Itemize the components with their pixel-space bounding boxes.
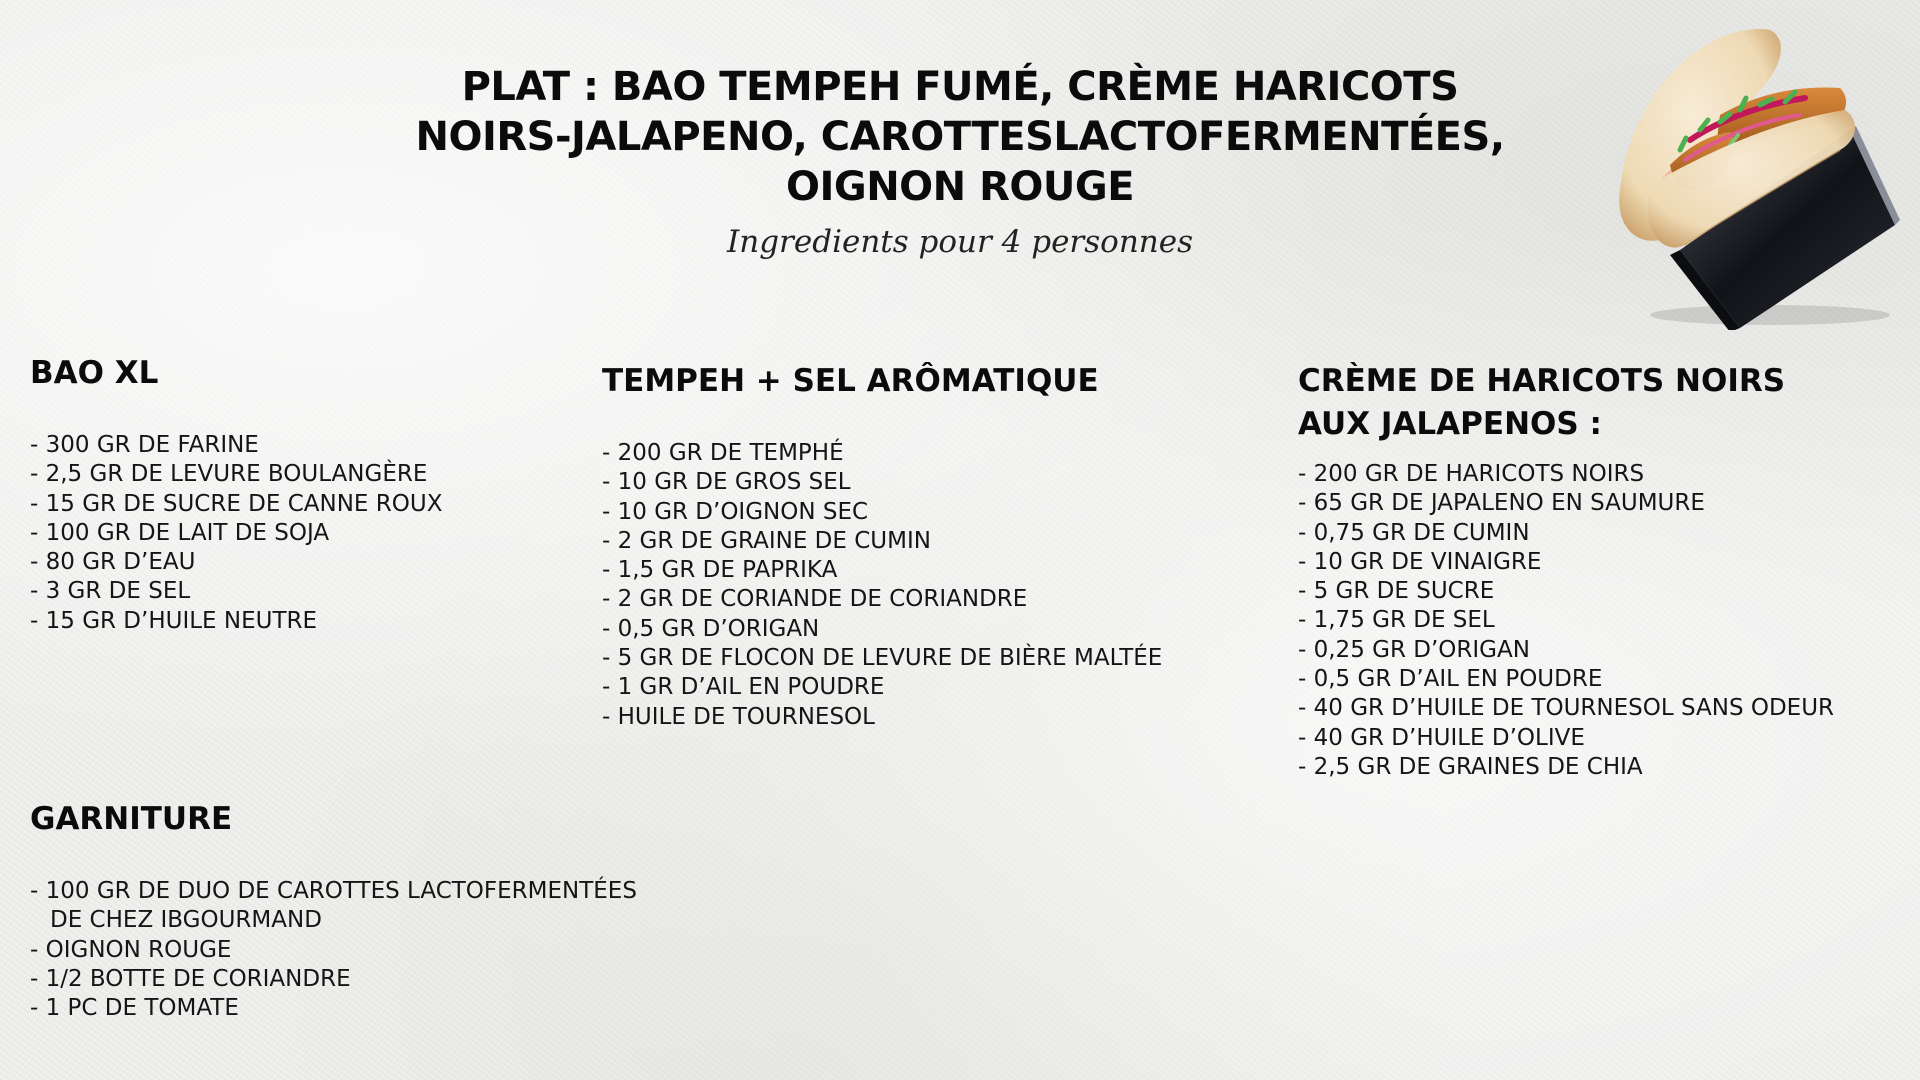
list-item: - 1/2 BOTTE DE CORIANDRE: [30, 965, 351, 992]
ingredient-list: [30, 431, 442, 636]
servings-subtitle: Ingredients pour 4 personnes: [727, 224, 1193, 260]
ingredient-list: [30, 877, 637, 1023]
ingredient-list: [1298, 460, 1834, 782]
list-item: [30, 877, 637, 936]
recipe-title-line: PLAT : BAO TEMPEH FUMÉ, CRÈME HARICOTS: [461, 64, 1459, 110]
bao-photo: [1590, 10, 1910, 330]
list-item: - 0,25 GR D’ORIGAN: [1298, 636, 1530, 663]
section-heading-line: AUX JALAPENOS :: [1298, 406, 1602, 442]
list-item: - 10 GR DE VINAIGRE: [1298, 548, 1542, 575]
list-item: - 3 GR DE SEL: [30, 578, 191, 605]
list-item: - 1,75 GR DE SEL: [1298, 607, 1495, 634]
list-item: - 15 GR D’HUILE NEUTRE: [30, 607, 318, 634]
section-creme-haricots: [1298, 360, 1834, 782]
recipe-title-line: OIGNON ROUGE: [785, 164, 1135, 210]
list-item: - 5 GR DE SUCRE: [1298, 578, 1495, 605]
list-item: - 1 GR D’AIL EN POUDRE: [602, 674, 885, 701]
list-item: - 65 GR DE JAPALENO EN SAUMURE: [1298, 490, 1705, 517]
list-item: - 40 GR D’HUILE DE TOURNESOL SANS ODEUR: [1298, 695, 1835, 722]
list-item: - 10 GR DE GROS SEL: [602, 469, 851, 496]
section-heading: BAO XL: [30, 355, 159, 391]
list-item: - 100 GR DE LAIT DE SOJA: [30, 519, 330, 546]
list-item: - 2 GR DE CORIANDE DE CORIANDRE: [602, 586, 1028, 613]
list-item: - 2,5 GR DE LEVURE BOULANGÈRE: [30, 461, 428, 488]
section-heading: [1298, 360, 1834, 446]
list-item: - 200 GR DE HARICOTS NOIRS: [1298, 461, 1645, 487]
list-item: - 200 GR DE TEMPHÉ: [602, 440, 844, 466]
list-item: - 0,5 GR D’ORIGAN: [602, 615, 820, 642]
list-item: - 2,5 GR DE GRAINES DE CHIA: [1298, 753, 1643, 780]
section-heading-line: CRÈME DE HARICOTS NOIRS: [1298, 363, 1786, 399]
list-item: - 2 GR DE GRAINE DE CUMIN: [602, 527, 931, 554]
list-item: - 0,75 GR DE CUMIN: [1298, 519, 1530, 546]
ingredient-list: [602, 439, 1162, 732]
list-item: - 5 GR DE FLOCON DE LEVURE DE BIÈRE MALTÉE: [602, 645, 1163, 672]
list-item: - 300 GR DE FARINE: [30, 432, 259, 458]
list-item: - 0,5 GR D’AIL EN POUDRE: [1298, 666, 1603, 693]
list-item: - 40 GR D’HUILE D’OLIVE: [1298, 724, 1585, 751]
list-item: - 1,5 GR DE PAPRIKA: [602, 557, 838, 584]
list-item: - OIGNON ROUGE: [30, 936, 232, 963]
section-tempeh: [602, 360, 1162, 732]
list-item-line: - 100 GR DE DUO DE CAROTTES LACTOFERMENTÉES: [30, 878, 637, 904]
list-item: - 80 GR D’EAU: [30, 549, 196, 576]
list-item: - HUILE DE TOURNESOL: [602, 703, 875, 730]
list-item: - 15 GR DE SUCRE DE CANNE ROUX: [30, 490, 443, 517]
recipe-title-line: NOIRS-JALAPENO, CAROTTESLACTOFERMENTÉES,: [415, 114, 1505, 160]
list-item-line: DE CHEZ IBGOURMAND: [50, 907, 322, 934]
section-heading: TEMPEH + SEL ARÔMATIQUE: [602, 363, 1099, 399]
section-heading: GARNITURE: [30, 801, 233, 837]
list-item: - 1 PC DE TOMATE: [30, 995, 239, 1022]
section-garniture: [30, 798, 637, 1023]
section-bao: [30, 352, 442, 636]
recipe-title: [300, 62, 1620, 212]
list-item: - 10 GR D’OIGNON SEC: [602, 498, 869, 525]
